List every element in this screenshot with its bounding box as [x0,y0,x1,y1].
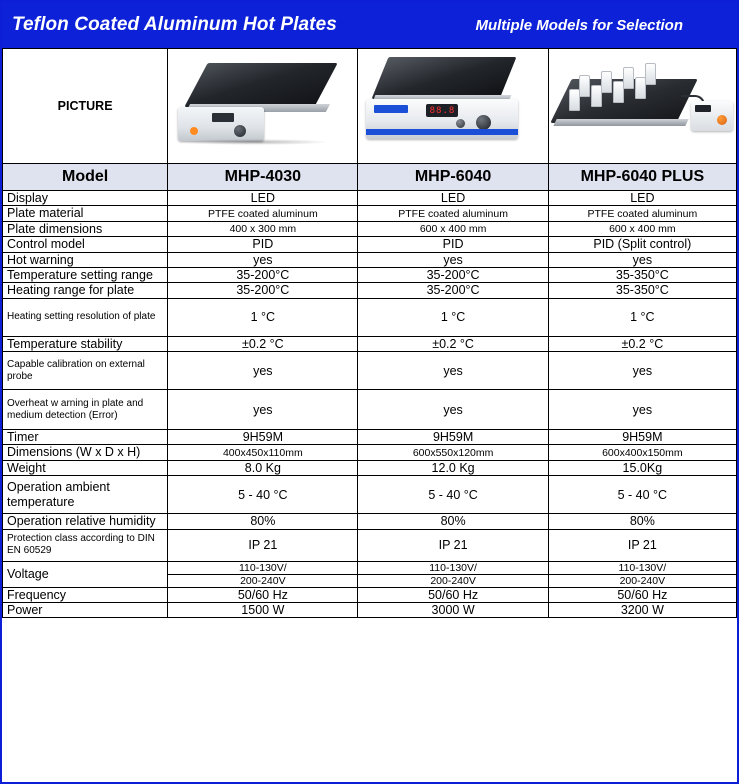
row-label: Operation relative humidity [3,514,168,529]
table-row [3,221,737,236]
shadow-icon [180,139,330,145]
row-value: 400x450x110mm [168,445,358,460]
plate-surface-icon [185,63,338,107]
row-value: 110-130V/ [358,561,548,574]
model-name-2: MHP-6040 PLUS [548,164,736,191]
row-value: 12.0 Kg [358,460,548,475]
row-value: 35-200°C [358,267,548,282]
vial-icon [579,75,590,97]
row-value: 35-350°C [548,267,736,282]
row-value: PTFE coated aluminum [548,206,736,221]
row-label: Control model [3,237,168,252]
row-value: ±0.2 °C [548,336,736,351]
row-value: 200-240V [358,574,548,587]
table-row [3,476,737,514]
row-value: 1 °C [168,298,358,336]
specification-table [2,48,737,618]
row-value: 600x400x150mm [548,445,736,460]
row-value: LED [358,191,548,206]
vial-icon [635,77,646,99]
plate-edge-icon [553,119,688,126]
row-value: 1 °C [548,298,736,336]
row-value: 80% [358,514,548,529]
row-label: Weight [3,460,168,475]
row-value: 35-200°C [168,267,358,282]
vial-icon [569,89,580,111]
row-label: Temperature setting range [3,267,168,282]
table-row [3,336,737,351]
row-value: 1 °C [358,298,548,336]
table-row [3,283,737,298]
row-value: 8.0 Kg [168,460,358,475]
row-value: 9H59M [358,430,548,445]
row-value: 50/60 Hz [168,587,358,602]
row-value: ±0.2 °C [358,336,548,351]
row-value: 200-240V [548,574,736,587]
model-name-0: MHP-4030 [168,164,358,191]
row-label: Dimensions (W x D x H) [3,445,168,460]
row-label: Display [3,191,168,206]
display-icon [426,104,458,117]
row-value: PID (Split control) [548,237,736,252]
hotplate-illustration-1 [168,49,357,163]
row-label: Timer [3,430,168,445]
vial-icon [623,67,634,89]
row-label: Overheat w arning in plate and medium detection (Error) [3,390,168,430]
row-value: 3200 W [548,602,736,617]
row-value: 400 x 300 mm [168,221,358,236]
row-value: 9H59M [548,430,736,445]
page-title: Teflon Coated Aluminum Hot Plates [12,14,337,35]
row-value: yes [548,252,736,267]
table-row [3,252,737,267]
row-label: Hot warning [3,252,168,267]
table-row [3,390,737,430]
row-value: IP 21 [168,529,358,561]
row-value: ±0.2 °C [168,336,358,351]
row-label: Frequency [3,587,168,602]
row-value: 35-350°C [548,283,736,298]
table-row [3,267,737,282]
table-row [3,514,737,529]
row-value: 110-130V/ [548,561,736,574]
table-row [3,206,737,221]
accent-stripe-icon [366,129,518,135]
vial-icon [613,81,624,103]
row-value: PID [358,237,548,252]
vial-icon [591,85,602,107]
row-value: yes [548,352,736,390]
model-header-row [3,164,737,191]
row-value: PID [168,237,358,252]
row-label: Heating range for plate [3,283,168,298]
vial-icon [645,63,656,85]
row-value: yes [168,352,358,390]
table-row [3,561,737,574]
row-value: LED [548,191,736,206]
brand-badge-icon [374,105,408,113]
row-value: 50/60 Hz [548,587,736,602]
model-name-1: MHP-6040 [358,164,548,191]
row-label: Power [3,602,168,617]
row-value: yes [358,252,548,267]
table-row [3,529,737,561]
vial-icon [601,71,612,93]
product-image-mhp-4030 [168,49,358,164]
row-value: 80% [548,514,736,529]
table-row [3,237,737,252]
row-label: Capable calibration on external probe [3,352,168,390]
row-label: Protection class according to DIN EN 60529 [3,529,168,561]
row-label: Operation ambient temperature [3,476,168,514]
row-value: IP 21 [358,529,548,561]
row-value: 35-200°C [168,283,358,298]
hotplate-illustration-3 [549,49,736,163]
table-row [3,298,737,336]
table-body [3,49,737,618]
row-label: Voltage [3,561,168,587]
row-value: yes [358,390,548,430]
row-value: 50/60 Hz [358,587,548,602]
controller-display-icon [695,105,711,112]
row-label: Plate dimensions [3,221,168,236]
row-value: 1500 W [168,602,358,617]
row-value: LED [168,191,358,206]
row-value: 5 - 40 °C [168,476,358,514]
row-value: 5 - 40 °C [548,476,736,514]
table-row [3,460,737,475]
table-row [3,191,737,206]
hotplate-illustration-2 [358,49,547,163]
row-value: 35-200°C [358,283,548,298]
product-image-mhp-6040-plus [548,49,736,164]
row-value: yes [358,352,548,390]
table-row [3,430,737,445]
row-value: PTFE coated aluminum [358,206,548,221]
table-row [3,587,737,602]
picture-row [3,49,737,164]
row-value: 600 x 400 mm [548,221,736,236]
row-value: 15.0Kg [548,460,736,475]
row-value: yes [548,390,736,430]
picture-row-label: PICTURE [3,49,168,164]
model-header-label: Model [3,164,168,191]
row-value: PTFE coated aluminum [168,206,358,221]
page-header [2,2,737,48]
row-value: 80% [168,514,358,529]
row-value: yes [168,252,358,267]
row-label: Temperature stability [3,336,168,351]
row-value: 9H59M [168,430,358,445]
row-value: 600 x 400 mm [358,221,548,236]
row-label: Heating setting resolution of plate [3,298,168,336]
row-value: 5 - 40 °C [358,476,548,514]
plate-surface-icon [372,57,517,99]
table-row [3,445,737,460]
display-icon [212,113,234,122]
row-value: 3000 W [358,602,548,617]
controller-knob-icon [717,115,727,125]
row-value: 200-240V [168,574,358,587]
display-reading: 88.8 [429,105,456,116]
table-row [3,602,737,617]
row-value: 600x550x120mm [358,445,548,460]
row-value: yes [168,390,358,430]
row-value: 110-130V/ [168,561,358,574]
table-row [3,352,737,390]
product-image-mhp-6040 [358,49,548,164]
row-value: IP 21 [548,529,736,561]
page-subtitle: Multiple Models for Selection [475,16,683,34]
row-label: Plate material [3,206,168,221]
